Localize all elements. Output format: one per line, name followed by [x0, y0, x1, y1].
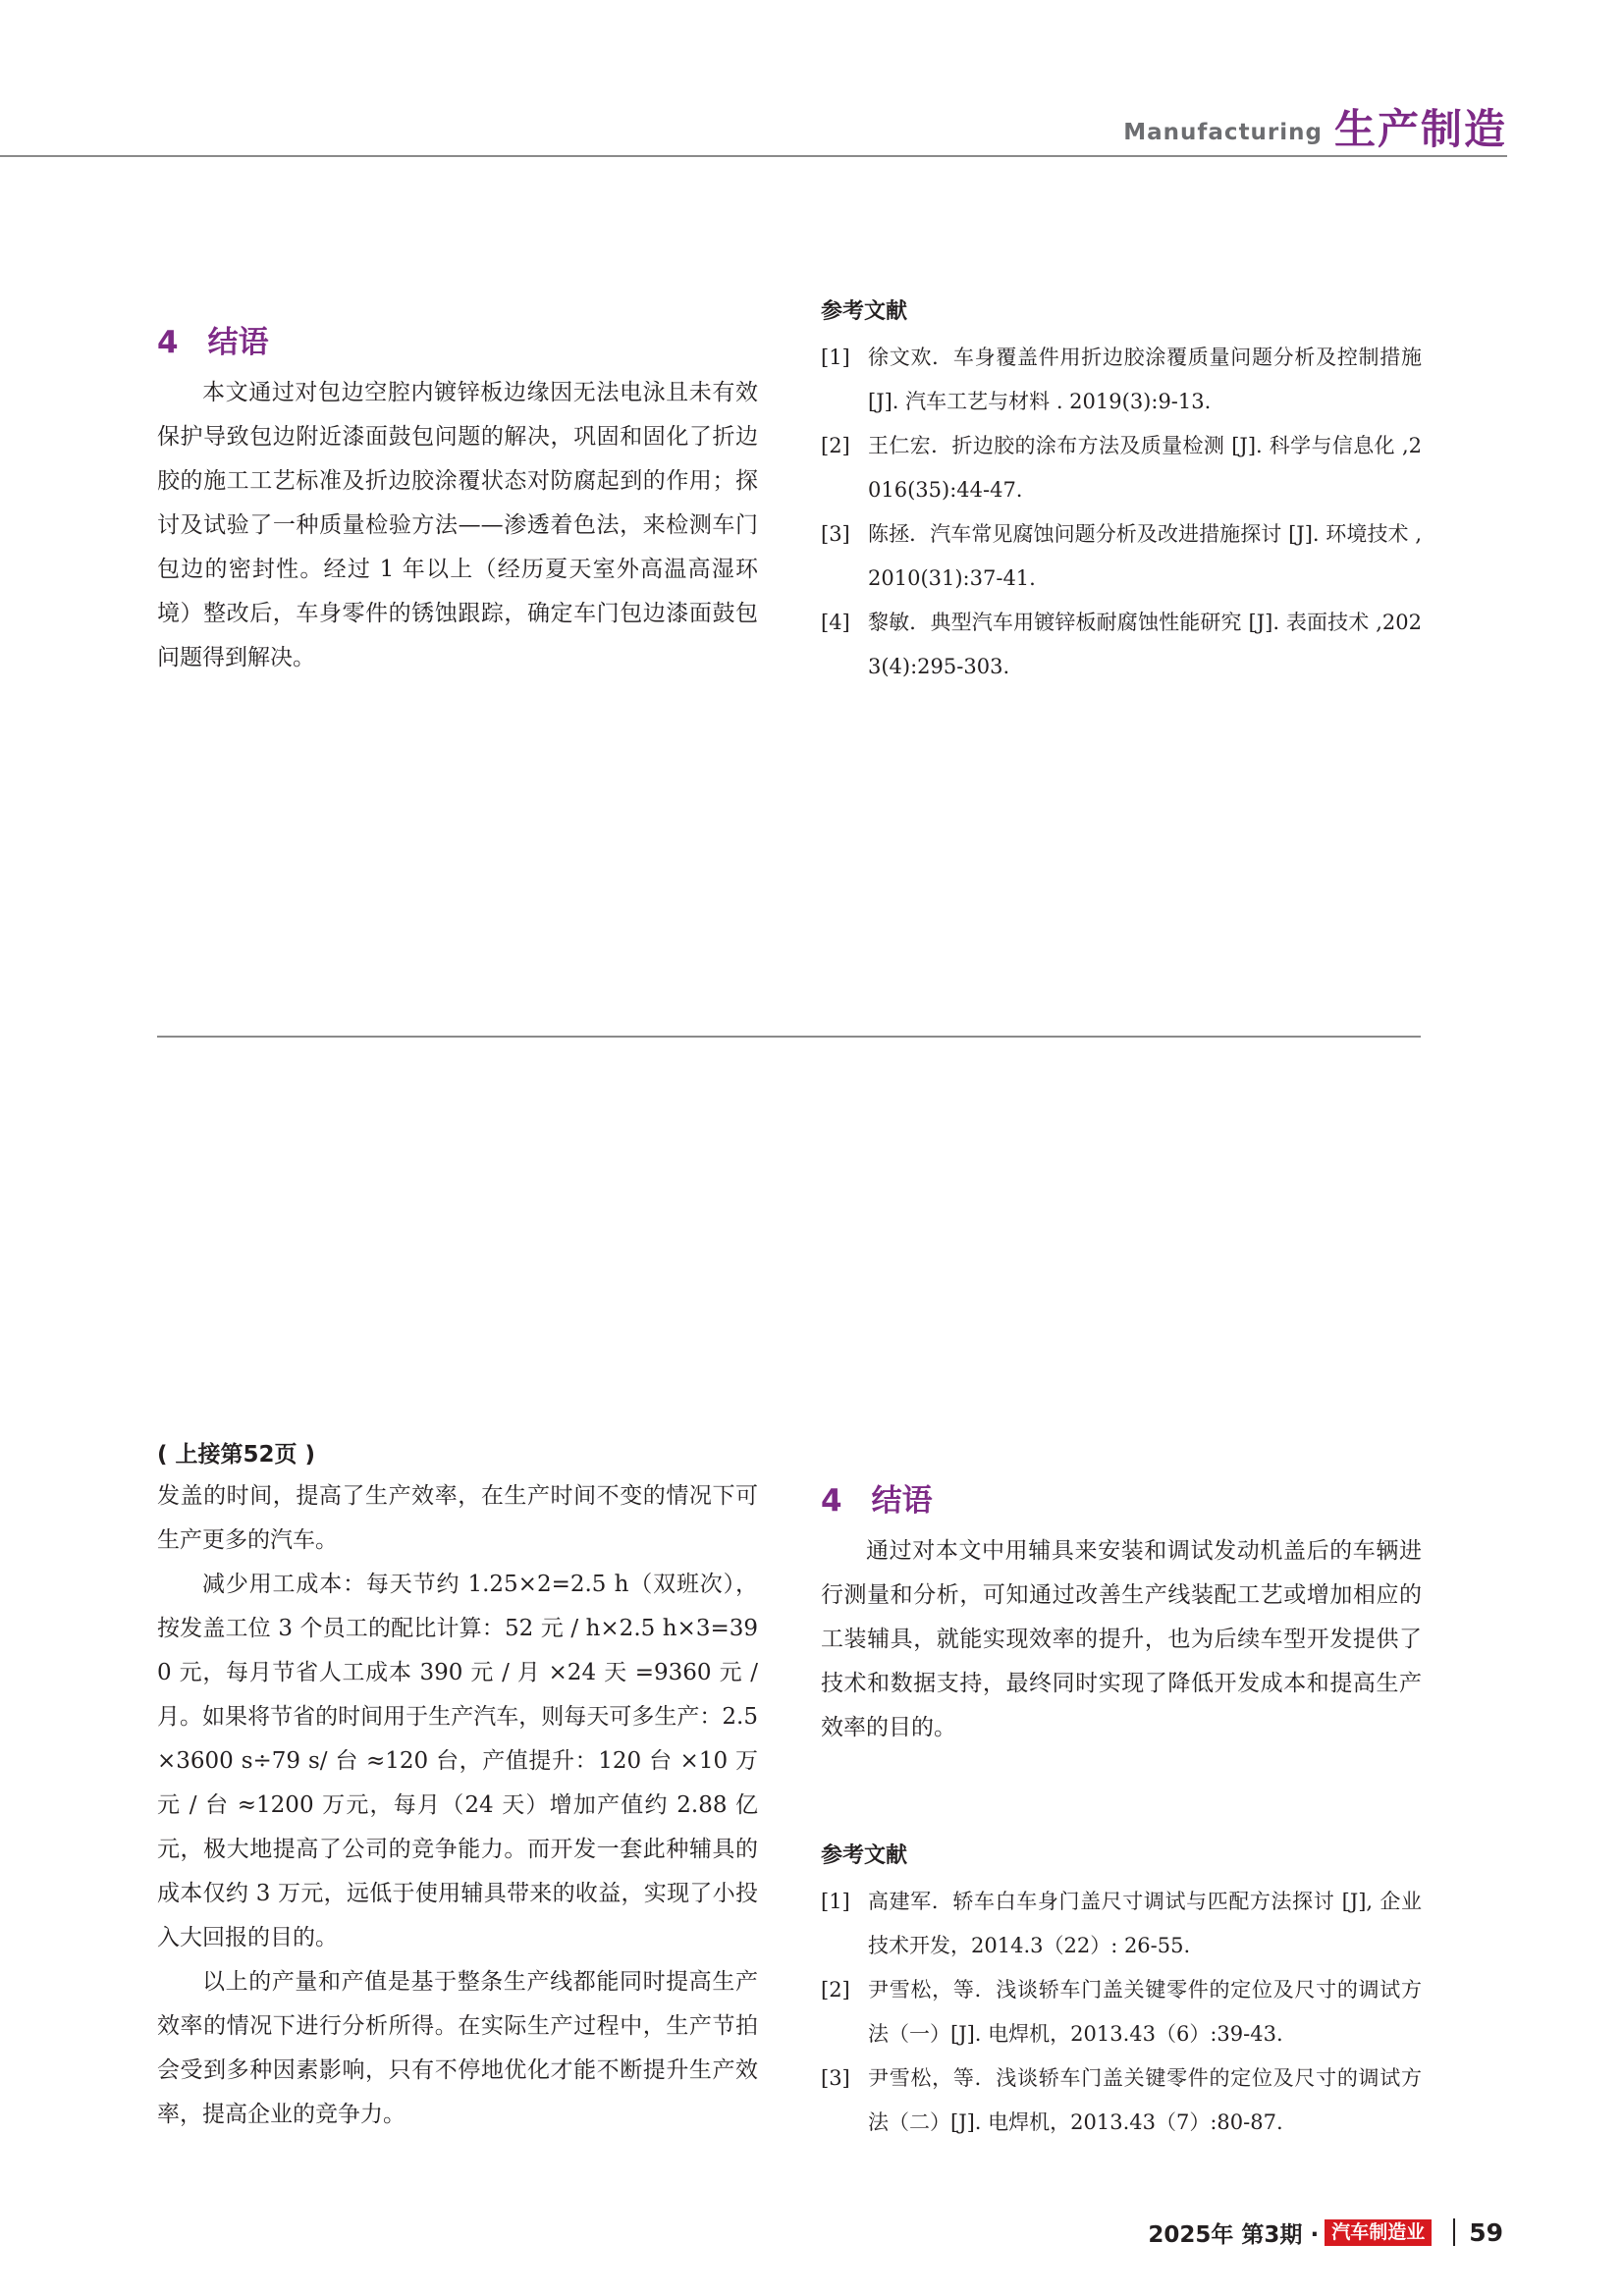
- reference-number: [3]: [821, 522, 850, 546]
- article2-paragraph: 以上的产量和产值是基于整条生产线都能同时提高生产效率的情况下进行分析所得。在实际生产过程中，生产节拍会受到多种因素影响，只有不停地优化才能不断提升生产效率，提高企业的竞争力。: [157, 1969, 758, 2127]
- article2-paragraph: 发盖的时间，提高了生产效率，在生产时间不变的情况下可生产更多的汽车。: [157, 1483, 758, 1553]
- page-footer: [1148, 2213, 1503, 2252]
- reference-item: [821, 2056, 1422, 2145]
- article1-conclusion-title: 结语: [207, 325, 269, 360]
- reference-text: 王仁宏．折边胶的涂布方法及质量检测 [J]. 科学与信息化 ,2016(35):44-47.: [868, 434, 1422, 502]
- article1-reference-list: [821, 336, 1422, 689]
- article2-reference-list: [821, 1880, 1422, 2145]
- page-number: 59: [1469, 2217, 1503, 2247]
- article2-paragraph: 减少用工成本：每天节约 1.25×2=2.5 h（双班次），按发盖工位 3 个员工的配比计算：52 元 / h×2.5 h×3=390 元，每月节省人工成本 390 元 / 月 ×24 天 =9360 元 / 月。如果将节省的时间用于生产汽车，则每天可多生产：2.5×3600 s÷79 s/ 台 ≈120 台，产值提升：120 台 ×10 万元 / 台 ≈1200 万元，每月（24 天）增加产值约 2.88 亿元，极大地提高了公司的竞争能力。而开发一套此种辅具的成本仅约 3 万元，远低于使用辅具带来的收益，实现了小投入大回报的目的。: [157, 1572, 758, 1950]
- article2-conclusion-text: 通过对本文中用辅具来安装和调试发动机盖后的车辆进行测量和分析，可知通过改善生产线装配工艺或增加相应的工装辅具，就能实现效率的提升，也为后续车型开发提供了技术和数据支持，最终同时实现了降低开发成本和提高生产效率的目的。: [821, 1538, 1422, 1740]
- article2-conclusion-number: 4: [821, 1483, 842, 1519]
- article1-conclusion-number: 4: [157, 325, 179, 360]
- reference-number: [2]: [821, 1978, 850, 2002]
- header-rule: [0, 155, 1507, 157]
- reference-text: 陈拯．汽车常见腐蚀问题分析及改进措施探讨 [J]. 环境技术 ,2010(31):37-41.: [868, 522, 1422, 590]
- article2-continuation: [157, 1435, 758, 2137]
- reference-item: [821, 1968, 1422, 2056]
- reference-number: [1]: [821, 346, 850, 369]
- reference-item: [821, 424, 1422, 512]
- article2-conclusion-and-references: [821, 1472, 1422, 2145]
- reference-number: [1]: [821, 1890, 850, 1913]
- article-divider-rule: [157, 1036, 1421, 1038]
- issue-label: 2025年 第3期 ·: [1148, 2221, 1320, 2248]
- continued-from-marker: ( 上接第52页 ): [157, 1442, 316, 1468]
- article1-conclusion-text: 本文通过对包边空腔内镀锌板边缘因无法电泳且未有效保护导致包边附近漆面鼓包问题的解决，巩固和固化了折边胶的施工工艺标准及折边胶涂覆状态对防腐起到的作用；探讨及试验了一种质量检验方法——渗透着色法，来检测车门包边的密封性。经过 1 年以上（经历夏天室外高温高湿环境）整改后，车身零件的锈蚀跟踪，确定车门包边漆面鼓包问题得到解决。: [157, 380, 758, 670]
- article2-conclusion-heading: [821, 1472, 1422, 1529]
- reference-number: [2]: [821, 434, 850, 457]
- reference-item: [821, 601, 1422, 689]
- reference-item: [821, 1880, 1422, 1968]
- article2-references-heading: 参考文献: [821, 1843, 908, 1868]
- article1-references: [821, 293, 1422, 689]
- article2-conclusion-title: 结语: [871, 1483, 933, 1519]
- footer-separator: [1453, 2218, 1455, 2246]
- reference-number: [4]: [821, 611, 850, 634]
- reference-item: [821, 512, 1422, 601]
- magazine-badge: 汽车制造业: [1325, 2219, 1432, 2246]
- reference-text: 黎敏．典型汽车用镀锌板耐腐蚀性能研究 [J]. 表面技术 ,2023(4):295-303.: [868, 611, 1422, 678]
- header-section-en: Manufacturing: [1123, 120, 1323, 145]
- article1-conclusion: [157, 314, 758, 680]
- reference-text: 徐文欢．车身覆盖件用折边胶涂覆质量问题分析及控制措施 [J]. 汽车工艺与材料 . 2019(3):9-13.: [868, 346, 1422, 413]
- article1-references-heading: 参考文献: [821, 299, 908, 324]
- reference-number: [3]: [821, 2066, 850, 2090]
- article1-conclusion-heading: [157, 314, 758, 371]
- reference-text: 尹雪松，等．浅谈轿车门盖关键零件的定位及尺寸的调试方法（二）[J]. 电焊机，2013.43（7）:80-87.: [868, 2066, 1422, 2134]
- reference-text: 高建军．轿车白车身门盖尺寸调试与匹配方法探讨 [J], 企业技术开发，2014.3（22）: 26-55.: [868, 1890, 1422, 1957]
- reference-item: [821, 336, 1422, 424]
- header-section-cn: 生产制造: [1333, 105, 1507, 153]
- reference-text: 尹雪松，等．浅谈轿车门盖关键零件的定位及尺寸的调试方法（一）[J]. 电焊机，2013.43（6）:39-43.: [868, 1978, 1422, 2046]
